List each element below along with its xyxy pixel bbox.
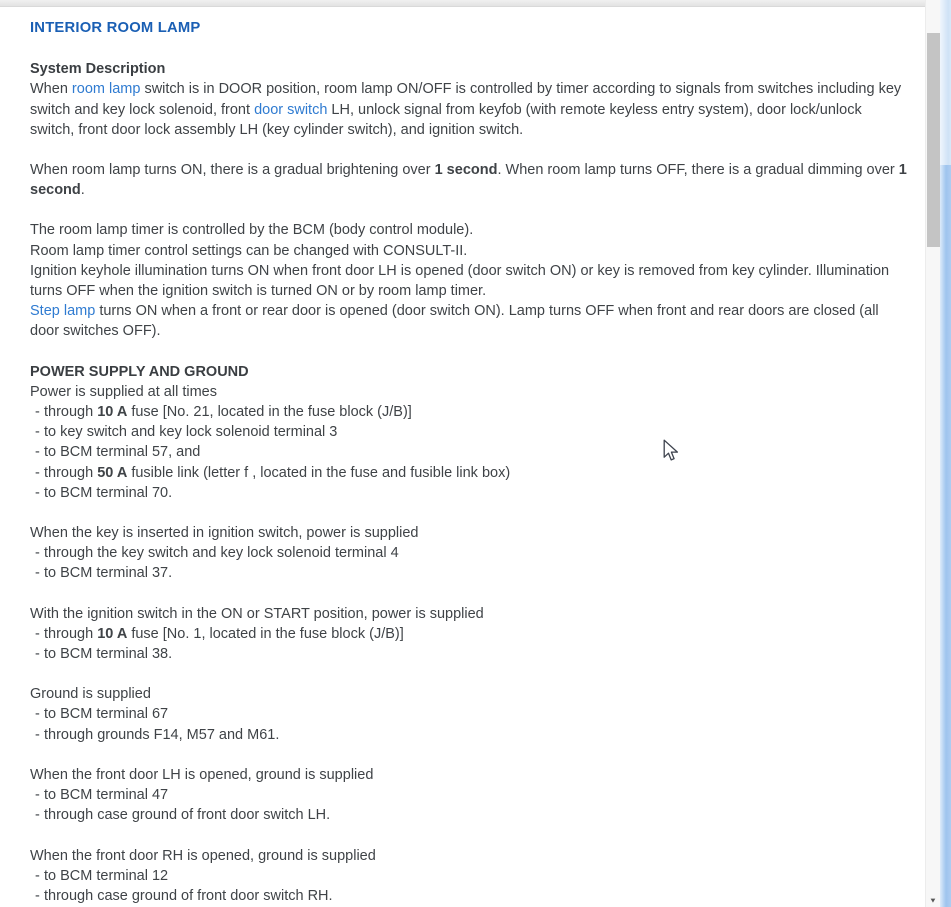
text-run: to BCM terminal 37. [44,565,173,582]
page-title: INTERIOR ROOM LAMP [30,20,201,36]
list-item [30,704,907,724]
section-heading [30,59,907,79]
doc-paragraph [30,765,907,785]
list-item [30,543,907,563]
text-run: 10 A [97,404,128,421]
bullet-marker: - [35,807,40,824]
doc-paragraph [30,846,907,866]
text-run: When the front door LH is opened, ground is supplied [30,766,374,783]
text-run: 50 A [97,464,128,481]
doc-paragraph [30,261,907,301]
text-run: LH, unlock signal from keyfob (with remote keyless entry system), door lock/unlock switch, front door lock assembly LH (key cylinder switch), and ignition switch. [30,101,862,138]
doc-paragraph [30,160,907,200]
top-divider-band [0,0,927,7]
document-body [30,59,907,906]
bullet-marker: - [35,464,40,481]
list-item [30,442,907,462]
doc-paragraph [30,301,907,341]
bullet-list [30,624,907,664]
text-run: to key switch and key lock solenoid terminal 3 [44,424,338,441]
bullet-list [30,543,907,583]
text-run: fuse [No. 1, located in the fuse block (J/B)] [127,625,404,642]
bullet-marker: - [35,726,40,743]
bullet-marker: - [35,404,40,421]
bullet-marker: - [35,646,40,663]
text-run: Ground is supplied [30,686,151,703]
doc-paragraph [30,241,907,261]
doc-paragraph [30,684,907,704]
list-item [30,422,907,442]
text-run: through case ground of front door switch RH. [44,887,333,904]
list-item [30,785,907,805]
scroll-down-button[interactable] [926,894,940,906]
bullet-list [30,785,907,825]
bullet-marker: - [35,444,40,461]
text-run: fusible link (letter f , located in the fuse and fusible link box) [127,464,511,481]
text-run: to BCM terminal 12 [44,867,169,884]
text-run: through [44,625,98,642]
bullet-marker: - [35,706,40,723]
bullet-marker: - [35,787,40,804]
text-run: to BCM terminal 70. [44,484,173,501]
doc-link[interactable]: Step lamp [30,303,96,320]
content-scrollbar[interactable] [925,0,940,907]
text-run: Power is supplied at all times [30,383,217,400]
text-run: to BCM terminal 57, and [44,444,201,461]
doc-paragraph [30,79,907,140]
bullet-marker: - [35,484,40,501]
text-run: fuse [No. 21, located in the fuse block (J/B)] [127,404,412,421]
list-item [30,463,907,483]
list-item [30,805,907,825]
text-run: to BCM terminal 47 [44,787,169,804]
doc-paragraph [30,220,907,240]
text-run: to BCM terminal 67 [44,706,169,723]
text-run: through [44,404,98,421]
bullet-marker: - [35,887,40,904]
text-run: System Description [30,61,166,78]
text-run: When [30,81,72,98]
list-item [30,886,907,906]
text-run: through [44,464,98,481]
text-run: through the key switch and key lock solenoid terminal 4 [44,545,399,562]
doc-link[interactable]: room lamp [71,81,141,98]
scroll-down-arrow-icon: ▼ [929,896,937,904]
list-item [30,866,907,886]
text-run: through grounds F14, M57 and M61. [44,726,280,743]
list-item [30,725,907,745]
bullet-marker: - [35,565,40,582]
bullet-marker: - [35,867,40,884]
text-run: The room lamp timer is controlled by the BCM (body control module). [30,222,474,239]
bullet-marker: - [35,625,40,642]
list-item [30,402,907,422]
text-run: When the key is inserted in ignition switch, power is supplied [30,525,419,542]
doc-paragraph [30,604,907,624]
list-item [30,644,907,664]
text-run: Room lamp timer control settings can be changed with CONSULT-II. [30,242,468,259]
outer-scrollbar[interactable] [940,0,951,907]
list-item [30,563,907,583]
text-run: When the front door RH is opened, ground is supplied [30,847,376,864]
text-run: 1 second [434,162,498,179]
text-run: POWER SUPPLY AND GROUND [30,363,249,380]
text-run: Ignition keyhole illumination turns ON when front door LH is opened (door switch ON) or key is removed from key cylinder. Illumination turns OFF when the ignition switch is turned ON or by room lamp timer. [30,262,890,300]
list-item [30,483,907,503]
text-run: With the ignition switch in the ON or START position, power is supplied [30,605,484,622]
text-run: . [80,182,85,199]
bullet-list [30,866,907,906]
text-run: switch is in DOOR position, room lamp ON/OFF is controlled by timer according to signals from switches including key switch and key lock solenoid, front [30,81,902,118]
text-run: When room lamp turns ON, there is a gradual brightening over [30,162,435,179]
content-scrollbar-thumb[interactable] [927,33,940,247]
doc-paragraph [30,523,907,543]
text-run: . When room lamp turns OFF, there is a gradual dimming over [497,162,899,179]
document-pane [0,8,907,906]
text-run: to BCM terminal 38. [44,646,173,663]
doc-paragraph [30,382,907,402]
text-run: turns ON when a front or rear door is opened (door switch ON). Lamp turns OFF when front and rear doors are closed (all door switches OFF). [30,303,879,340]
doc-link[interactable]: door switch [254,101,328,118]
bullet-marker: - [35,545,40,562]
list-item [30,624,907,644]
text-run: 10 A [97,625,128,642]
bullet-list [30,704,907,744]
bullet-marker: - [35,424,40,441]
text-run: 1 second [30,162,907,199]
outer-scrollbar-thumb[interactable] [940,165,951,907]
text-run: through case ground of front door switch LH. [44,807,331,824]
bullet-list [30,402,907,503]
section-heading [30,362,907,382]
